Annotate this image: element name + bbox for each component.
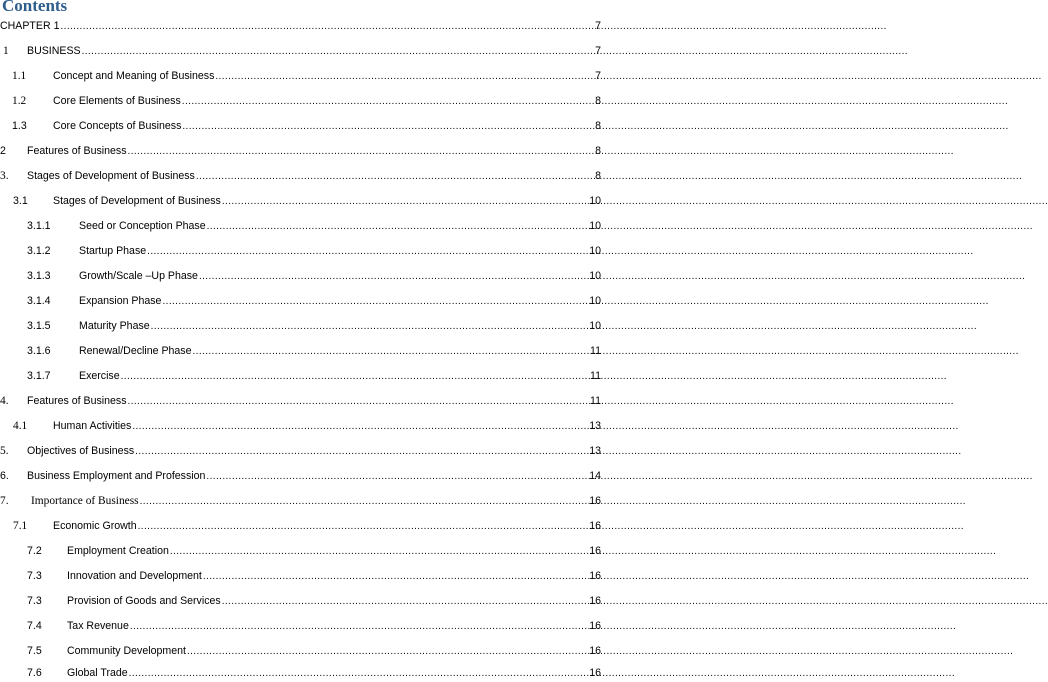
toc-entry-4[interactable] — [0, 393, 601, 409]
toc-entry-label: Core Concepts of Business — [53, 120, 182, 132]
toc-entry-number: 1.2 — [12, 95, 27, 107]
toc-entry-number: CHAPTER 1 — [0, 20, 60, 32]
toc-entry-page: 16 — [589, 667, 601, 679]
toc-entry-number: 7.5 — [27, 645, 42, 657]
toc-entry-3-1-2[interactable] — [27, 243, 601, 259]
toc-entry-label: Provision of Goods and Services — [67, 595, 221, 607]
toc-leader-dots — [130, 619, 588, 635]
toc-entry-label: Features of Business — [27, 395, 127, 407]
toc-leader-dots — [140, 494, 589, 510]
toc-leader-dots — [199, 269, 588, 285]
toc-entry-label: Core Elements of Business — [53, 95, 181, 107]
toc-entry-1-1[interactable] — [12, 68, 601, 84]
toc-entry-page: 11 — [590, 345, 601, 357]
toc-entry-page: 16 — [589, 620, 601, 632]
toc-entry-page: 11 — [590, 370, 601, 382]
toc-entry-2[interactable] — [0, 143, 601, 159]
toc-entry-page: 7 — [595, 70, 601, 82]
toc-entry-label: Startup Phase — [79, 245, 147, 257]
toc-entry-label: Business Employment and Profession — [27, 470, 206, 482]
toc-entry-label: Employment Creation — [67, 545, 169, 557]
toc-entry-number: 5. — [0, 445, 9, 457]
toc-entry-number: 7.3 — [27, 570, 42, 582]
toc-leader-dots — [182, 119, 594, 135]
toc-entry-page: 8 — [595, 170, 601, 182]
toc-leader-dots — [151, 319, 589, 335]
toc-entry-7-1[interactable] — [13, 518, 601, 534]
toc-entry-chapter-1[interactable] — [0, 18, 601, 34]
toc-entry-7[interactable] — [0, 493, 601, 509]
toc-entry-page: 10 — [589, 295, 601, 307]
toc-entry-label: Features of Business — [27, 145, 127, 157]
toc-entry-6[interactable] — [0, 468, 601, 484]
toc-entry-label: Objectives of Business — [27, 445, 135, 457]
toc-entry-label: Importance of Business — [31, 495, 139, 507]
toc-entry-page: 10 — [589, 270, 601, 282]
toc-entry-number: 3.1.1 — [27, 220, 51, 232]
toc-leader-dots — [138, 519, 589, 535]
toc-entry-label: Exercise — [79, 370, 120, 382]
toc-entry-label: Seed or Conception Phase — [79, 220, 206, 232]
toc-entry-label: Tax Revenue — [67, 620, 129, 632]
toc-entry-number: 3.1.4 — [27, 295, 51, 307]
toc-entry-1[interactable] — [3, 43, 601, 59]
toc-entry-7-5[interactable] — [27, 643, 601, 659]
toc-entry-label: Concept and Meaning of Business — [53, 70, 215, 82]
toc-entry-label: Stages of Development of Business — [27, 170, 195, 182]
toc-entry-label: Innovation and Development — [67, 570, 202, 582]
toc-leader-dots — [82, 44, 595, 60]
toc-leader-dots — [135, 444, 588, 460]
toc-entry-number: 7.1 — [13, 520, 28, 532]
toc-entry-number: 4.1 — [13, 420, 28, 432]
toc-entry-number: 7.4 — [27, 620, 42, 632]
toc-entry-page: 10 — [589, 320, 601, 332]
toc-leader-dots — [162, 294, 588, 310]
toc-entry-number: 7.2 — [27, 545, 42, 557]
toc-entry-3[interactable] — [0, 168, 601, 184]
toc-leader-dots — [222, 594, 589, 610]
toc-entry-page: 16 — [589, 545, 601, 557]
toc-entry-number: 7.6 — [27, 667, 42, 679]
toc-entry-page: 10 — [589, 245, 601, 257]
toc-leader-dots — [147, 244, 588, 260]
toc-entry-3-1-6[interactable] — [27, 343, 601, 359]
toc-entry-label: Global Trade — [67, 667, 128, 679]
toc-entry-page: 10 — [589, 220, 601, 232]
toc-entry-page: 7 — [595, 20, 601, 32]
toc-entry-page: 16 — [589, 495, 601, 507]
toc-entry-page: 16 — [589, 520, 601, 532]
toc-entry-page: 8 — [595, 120, 601, 132]
toc-entry-number: 6. — [0, 470, 9, 482]
toc-leader-dots — [192, 344, 589, 360]
toc-entry-label: Human Activities — [53, 420, 132, 432]
toc-leader-dots — [129, 666, 589, 682]
toc-entry-number: 7. — [0, 495, 9, 507]
toc-entry-3-1-3[interactable] — [27, 268, 601, 284]
toc-entry-page: 16 — [589, 595, 601, 607]
contents-heading: Contents — [2, 0, 68, 15]
toc-entry-label: Community Development — [67, 645, 186, 657]
toc-entry-3-1-1[interactable] — [27, 218, 601, 234]
toc-leader-dots — [207, 219, 589, 235]
toc-entry-number: 3.1.2 — [27, 245, 51, 257]
toc-entry-page: 11 — [590, 395, 601, 407]
toc-entry-label: Expansion Phase — [79, 295, 162, 307]
toc-entry-3-1[interactable] — [13, 193, 601, 209]
toc-leader-dots — [206, 469, 588, 485]
toc-entry-7-6[interactable] — [27, 665, 601, 681]
toc-entry-page: 7 — [595, 45, 601, 57]
toc-leader-dots — [128, 394, 589, 410]
toc-entry-page: 10 — [589, 195, 601, 207]
toc-leader-dots — [196, 169, 594, 185]
toc-entry-number: 3.1.6 — [27, 345, 51, 357]
toc-leader-dots — [170, 544, 588, 560]
toc-entry-page: 13 — [589, 445, 601, 457]
toc-leader-dots — [121, 369, 589, 385]
toc-entry-number: 3.1 — [13, 195, 28, 207]
toc-entry-page: 14 — [589, 470, 601, 482]
toc-entry-number: 3.1.3 — [27, 270, 51, 282]
toc-leader-dots — [128, 144, 595, 160]
toc-entry-4-1[interactable] — [13, 418, 601, 434]
toc-entry-page: 13 — [589, 420, 601, 432]
toc-entry-label: Maturity Phase — [79, 320, 150, 332]
toc-entry-number: 7.3 — [27, 595, 42, 607]
toc-entry-1-2[interactable] — [12, 93, 601, 109]
toc-entry-number: 1 — [3, 45, 9, 57]
toc-entry-7-2[interactable] — [27, 543, 601, 559]
toc-entry-label: Renewal/Decline Phase — [79, 345, 192, 357]
toc-entry-number: 3.1.7 — [27, 370, 51, 382]
toc-entry-3-1-4[interactable] — [27, 293, 601, 309]
toc-entry-page: 8 — [595, 95, 601, 107]
toc-entry-page: 8 — [595, 145, 601, 157]
toc-leader-dots — [60, 19, 594, 35]
toc-entry-number: 2 — [0, 145, 6, 157]
toc-leader-dots — [132, 419, 588, 435]
toc-entry-label: Growth/Scale –Up Phase — [79, 270, 198, 282]
toc-entry-7-3-b[interactable] — [27, 593, 601, 609]
toc-entry-label: BUSINESS — [27, 45, 81, 57]
toc-entry-7-3[interactable] — [27, 568, 601, 584]
toc-leader-dots — [222, 194, 588, 210]
toc-entry-page: 16 — [589, 570, 601, 582]
toc-entry-3-1-5[interactable] — [27, 318, 601, 334]
toc-leader-dots — [203, 569, 588, 585]
toc-entry-label: Economic Growth — [53, 520, 137, 532]
toc-entry-1-3[interactable] — [12, 118, 601, 134]
toc-entry-number: 4. — [0, 395, 9, 407]
toc-entry-page: 16 — [589, 645, 601, 657]
toc-leader-dots — [182, 94, 594, 110]
toc-entry-number: 1.3 — [12, 120, 27, 132]
toc-leader-dots — [187, 644, 588, 660]
toc-leader-dots — [215, 69, 594, 85]
toc-entry-number: 3.1.5 — [27, 320, 51, 332]
toc-entry-7-4[interactable] — [27, 618, 601, 634]
toc-entry-5[interactable] — [0, 443, 601, 459]
toc-entry-number: 3. — [0, 170, 9, 182]
toc-entry-3-1-7[interactable] — [27, 368, 601, 384]
toc-entry-label: Stages of Development of Business — [53, 195, 221, 207]
toc-entry-number: 1.1 — [12, 70, 27, 82]
